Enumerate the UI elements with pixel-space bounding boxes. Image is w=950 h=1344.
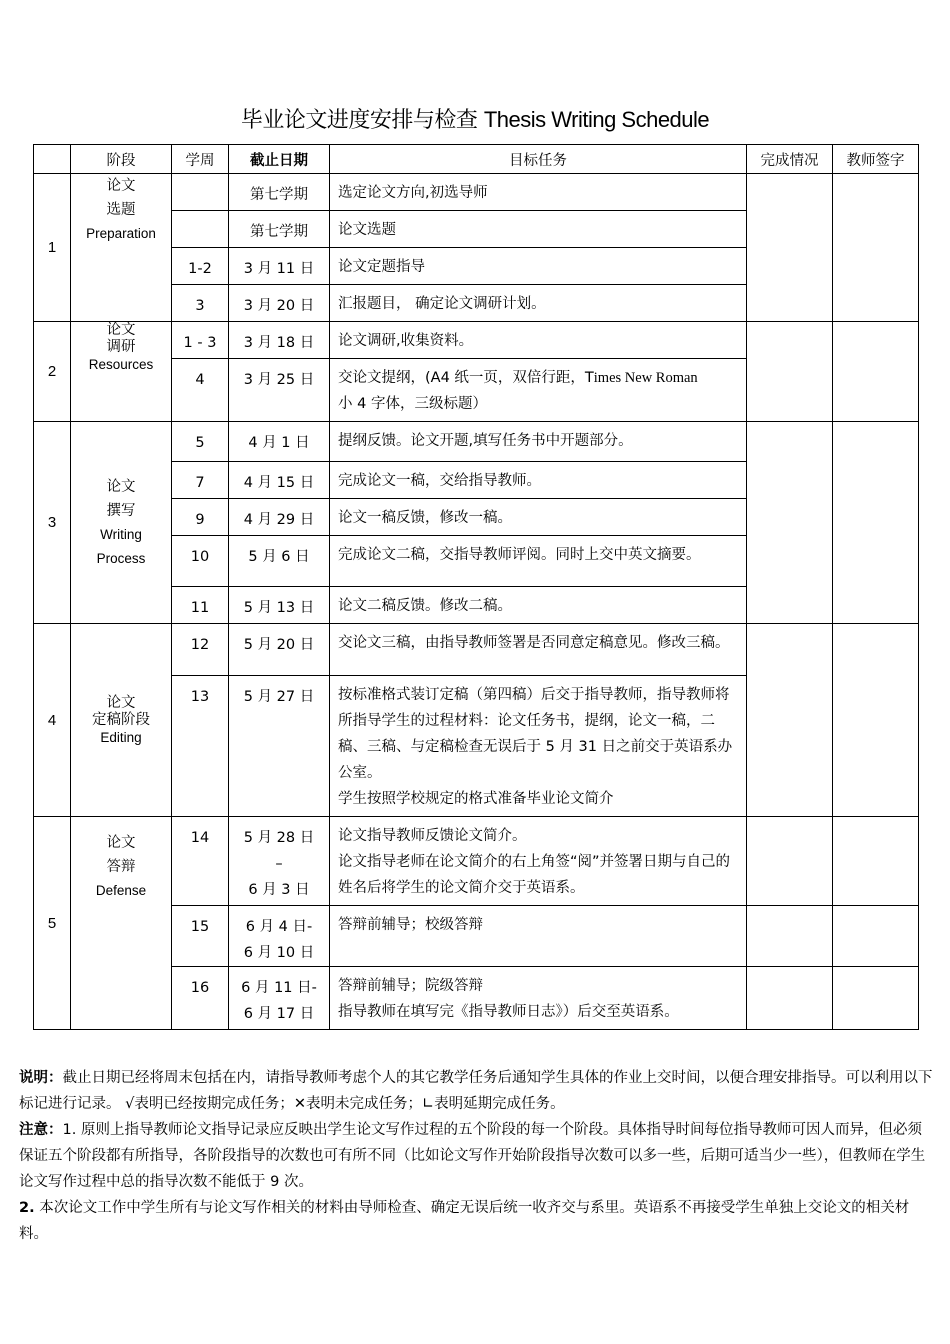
stage-cn: 论文 (106, 322, 136, 338)
deadline-text: 6 月 4 日- (245, 919, 313, 935)
task-cell: 选定论文方向,初选导师 (330, 174, 747, 211)
header-task: 目标任务 (330, 145, 747, 174)
deadline-cell: 5 月 13 日 (229, 587, 330, 624)
task-cell: 交论文三稿，由指导教师签署是否同意定稿意见。修改三稿。 (330, 624, 747, 676)
deadline-cell: 4 月 1 日 (229, 422, 330, 462)
task-text: 答辩前辅导；院级答辩 (338, 978, 483, 994)
table-row (34, 174, 919, 211)
status-cell[interactable] (747, 624, 833, 817)
note-explanation (19, 1065, 933, 1117)
task-cell (330, 967, 747, 1030)
title-chinese: 毕业论文进度安排与检查 (240, 108, 478, 133)
task-text: 按标准格式装订定稿（第四稿）后交于指导教师，指导教师将所指导学生的过程材料：论文任务书，提纲，论文一稿，二稿、三稿、与定稿检查无误后于 5 月 31 日之前交于英语系办公室。 (338, 687, 733, 781)
schedule-table (33, 144, 919, 1030)
task-cell: 论文调研,收集资料。 (330, 322, 747, 359)
task-text: 交论文提纲，(A4 纸一页，双倍行距，T (338, 370, 594, 386)
header-week: 学周 (172, 145, 229, 174)
task-cell: 论文定题指导 (330, 248, 747, 285)
task-text: 论文指导老师在论文简介的右上角签“阅”并签署日期与自己的姓名后将学生的论文简介交于英语系。 (338, 854, 731, 896)
stage-cn: 定稿阶段 (92, 711, 150, 728)
table-row (34, 322, 919, 359)
stage-label (71, 174, 172, 322)
deadline-cell: 4 月 15 日 (229, 462, 330, 499)
week-cell: 1-2 (172, 248, 229, 285)
stage-number: 2 (34, 322, 71, 422)
week-cell: 16 (172, 967, 229, 1030)
deadline-cell (229, 967, 330, 1030)
header-signature: 教师签字 (833, 145, 919, 174)
stage-cn: 论文 (106, 478, 136, 495)
signature-cell[interactable] (833, 906, 919, 967)
stage-cn: 论文 (106, 835, 136, 851)
task-text: 论文指导教师反馈论文简介。 (338, 828, 527, 844)
stage-label (71, 422, 172, 624)
week-cell: 3 (172, 285, 229, 322)
stage-en: Writing (100, 526, 142, 542)
signature-cell[interactable] (833, 624, 919, 817)
notes-section (19, 1065, 933, 1247)
task-cell: 汇报题目， 确定论文调研计划。 (330, 285, 747, 322)
task-cell: 论文一稿反馈，修改一稿。 (330, 499, 747, 536)
week-cell: 13 (172, 676, 229, 817)
stage-label (71, 322, 172, 422)
task-cell: 论文选题 (330, 211, 747, 248)
deadline-cell: 5 月 6 日 (229, 536, 330, 587)
header-status: 完成情况 (747, 145, 833, 174)
stage-number: 3 (34, 422, 71, 624)
status-cell[interactable] (747, 174, 833, 322)
stage-en: Process (96, 550, 146, 566)
week-cell: 1 - 3 (172, 322, 229, 359)
status-cell[interactable] (747, 967, 833, 1030)
deadline-cell: 3 月 25 日 (229, 359, 330, 422)
note-text: 本次论文工作中学生所有与论文写作相关的材料由导师检查、确定无误后统一收齐交与系里。英语系不再接受学生单独上交论文的相关材料。 (19, 1200, 910, 1242)
note-text: 1. 原则上指导教师论文指导记录应反映出学生论文写作过程的五个阶段的每一个阶段。具体指导时间每位指导教师可因人而异，但必须保证五个阶段都有所指导，各阶段指导的次数也可有所不同（比如论文写作开始阶段指导次数可以多一些，后期可适当少一些），但教师在学生论文写作过程中总的指导次数不能低于 9 次。 (19, 1122, 926, 1190)
signature-cell[interactable] (833, 967, 919, 1030)
task-cell: 完成论文二稿，交指导教师评阅。同时上交中英文摘要。 (330, 536, 747, 587)
task-cell (330, 817, 747, 906)
stage-cn: 撰写 (106, 502, 136, 519)
task-text-font: imes New Roman (593, 370, 698, 386)
deadline-cell: 4 月 29 日 (229, 499, 330, 536)
stage-number: 5 (34, 817, 71, 1030)
stage-en: Defense (95, 883, 147, 898)
note-label: 注意： (19, 1122, 63, 1138)
week-cell (172, 174, 229, 211)
deadline-cell: 5 月 20 日 (229, 624, 330, 676)
deadline-cell: 第七学期 (229, 174, 330, 211)
week-cell: 15 (172, 906, 229, 967)
task-cell: 论文二稿反馈。修改二稿。 (330, 587, 747, 624)
deadline-cell: 3 月 18 日 (229, 322, 330, 359)
note-second (19, 1195, 933, 1247)
task-cell (330, 359, 747, 422)
task-text: 学生按照学校规定的格式准备毕业论文简介 (338, 791, 614, 807)
header-deadline: 截止日期 (229, 145, 330, 174)
deadline-cell: 3 月 20 日 (229, 285, 330, 322)
week-cell: 5 (172, 422, 229, 462)
week-cell: 11 (172, 587, 229, 624)
stage-cn: 答辩 (106, 859, 136, 875)
week-cell: 12 (172, 624, 229, 676)
stage-number: 1 (34, 174, 71, 322)
week-cell: 9 (172, 499, 229, 536)
stage-label (71, 817, 172, 1030)
week-cell (172, 211, 229, 248)
status-cell[interactable] (747, 322, 833, 422)
week-cell: 7 (172, 462, 229, 499)
deadline-cell: 5 月 27 日 (229, 676, 330, 817)
stage-label (71, 624, 172, 817)
note-attention (19, 1117, 933, 1195)
deadline-text: 6 月 3 日 (248, 882, 310, 898)
stage-cn: 调研 (106, 339, 136, 355)
task-text: 指导教师在填写完《指导教师日志》）后交至英语系。 (338, 1004, 679, 1020)
header-index (34, 145, 71, 174)
deadline-text: – (275, 856, 283, 872)
task-cell: 答辩前辅导；校级答辩 (330, 906, 747, 967)
deadline-cell: 3 月 11 日 (229, 248, 330, 285)
signature-cell[interactable] (833, 322, 919, 422)
task-text: 小 4 字体，三级标题） (338, 396, 487, 412)
week-cell: 10 (172, 536, 229, 587)
deadline-cell (229, 906, 330, 967)
deadline-text: 6 月 10 日 (243, 945, 315, 961)
stage-cn: 论文 (106, 178, 136, 194)
stage-cn: 选题 (106, 202, 136, 218)
status-cell[interactable] (747, 906, 833, 967)
note-label: 说明： (19, 1070, 63, 1086)
stage-cn: 论文 (106, 694, 136, 711)
week-cell: 4 (172, 359, 229, 422)
signature-cell[interactable] (833, 422, 919, 624)
stage-number: 4 (34, 624, 71, 817)
signature-cell[interactable] (833, 817, 919, 906)
deadline-text: 6 月 17 日 (243, 1006, 315, 1022)
task-cell: 提纲反馈。论文开题,填写任务书中开题部分。 (330, 422, 747, 462)
table-row (34, 817, 919, 906)
deadline-text: 6 月 11 日- (241, 980, 317, 996)
header-row (34, 145, 919, 174)
task-cell: 完成论文一稿，交给指导教师。 (330, 462, 747, 499)
table-row (34, 624, 919, 676)
header-stage: 阶段 (71, 145, 172, 174)
deadline-cell: 第七学期 (229, 211, 330, 248)
deadline-text: 5 月 28 日 (243, 830, 315, 846)
stage-en: Editing (100, 729, 142, 745)
stage-en: Resources (88, 357, 154, 372)
page-title (0, 103, 950, 134)
signature-cell[interactable] (833, 174, 919, 322)
task-cell (330, 676, 747, 817)
deadline-cell (229, 817, 330, 906)
status-cell[interactable] (747, 422, 833, 624)
week-cell: 14 (172, 817, 229, 906)
title-english: Thesis Writing Schedule (483, 107, 710, 132)
status-cell[interactable] (747, 817, 833, 906)
note-label: 2. (19, 1200, 35, 1216)
stage-en: Preparation (86, 226, 156, 241)
table-row (34, 422, 919, 462)
note-text: 截止日期已经将周末包括在内，请指导教师考虑个人的其它教学任务后通知学生具体的作业上交时间，以便合理安排指导。可以利用以下标记进行记录。 √表明已经按期完成任务；✕表明未完成任务；∟表明延期完成任务。 (19, 1070, 933, 1112)
